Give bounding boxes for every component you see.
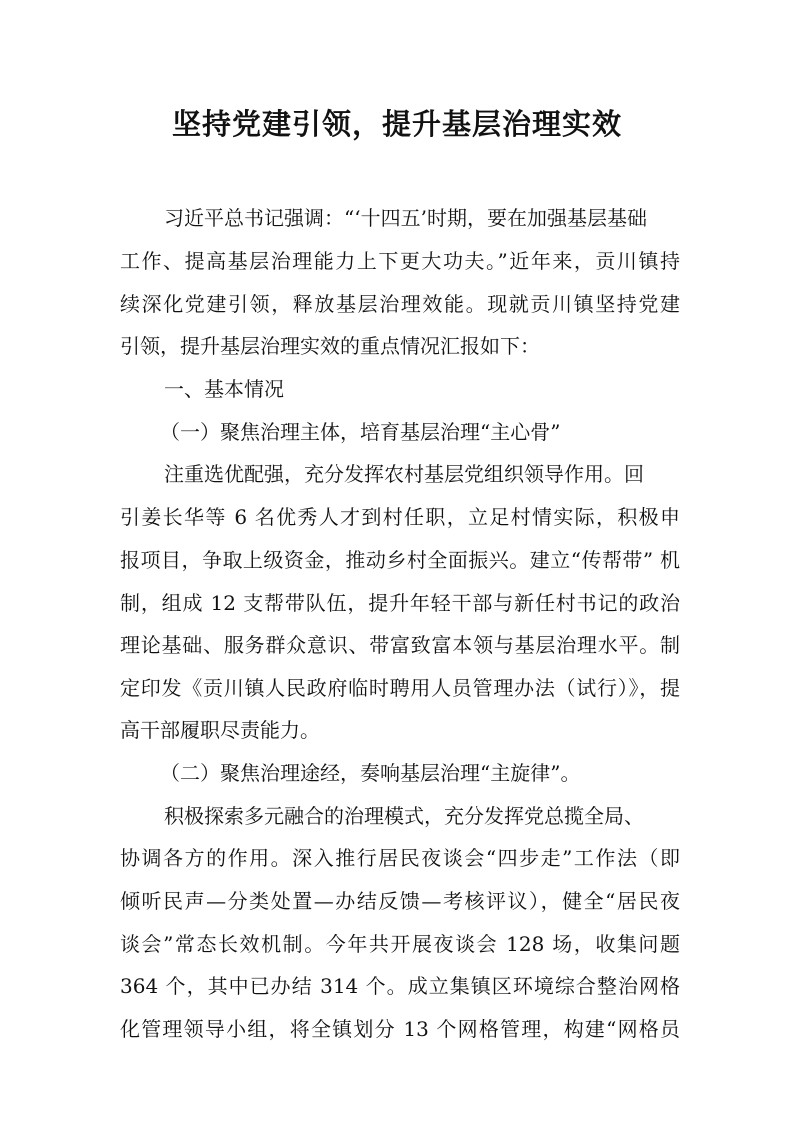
body-line: 引姜长华等 6 名优秀人才到村任职，立足村情实际，积极申	[120, 505, 680, 529]
body-line: 协调各方的作用。深入推行居民夜谈会“四步走”工作法（即	[120, 846, 680, 870]
body-line: 注重选优配强，充分发挥农村基层党组织领导作用。回	[164, 462, 644, 486]
document-title: 坚持党建引领，提升基层治理实效	[171, 107, 622, 141]
body-line: 习近平总书记强调：“‘十四五’时期，要在加强基层基础	[164, 206, 647, 230]
body-line: 高干部履职尽责能力。	[120, 718, 320, 742]
body-line: 续深化党建引领，释放基层治理效能。现就贡川镇坚持党建	[120, 292, 680, 316]
body-line: 积极探索多元融合的治理模式，充分发挥党总揽全局、	[164, 804, 644, 828]
body-line: 定印发《贡川镇人民政府临时聘用人员管理办法（试行）》，提	[120, 676, 680, 700]
body-line: 报项目，争取上级资金，推动乡村全面振兴。建立“传帮带” 机	[120, 548, 680, 572]
body-line: 倾听民声—分类处置—办结反馈—考核评议），健全“居民夜	[120, 889, 680, 913]
body-line: 工作、提高基层治理能力上下更大功夫。”近年来，贡川镇持	[120, 249, 680, 273]
body-line: 谈会”常态长效机制。今年共开展夜谈会 128 场，收集问题	[120, 932, 680, 956]
body-line: 化管理领导小组，将全镇划分 13 个网格管理，构建“网格员	[120, 1017, 680, 1041]
subsection-heading: （二）聚焦治理途经，奏响基层治理“主旋律”。	[160, 761, 581, 785]
subsection-heading: （一）聚焦治理主体，培育基层治理“主心骨”	[160, 420, 561, 444]
body-line: 理论基础、服务群众意识、带富致富本领与基层治理水平。制	[120, 633, 680, 657]
body-line: 364 个，其中已办结 314 个。成立集镇区环境综合整治网格	[120, 974, 680, 998]
body-line: 引领，提升基层治理实效的重点情况汇报如下：	[120, 334, 540, 358]
section-heading: 一、基本情况	[164, 377, 284, 401]
body-line: 制，组成 12 支帮带队伍，提升年轻干部与新任村书记的政治	[120, 591, 680, 615]
